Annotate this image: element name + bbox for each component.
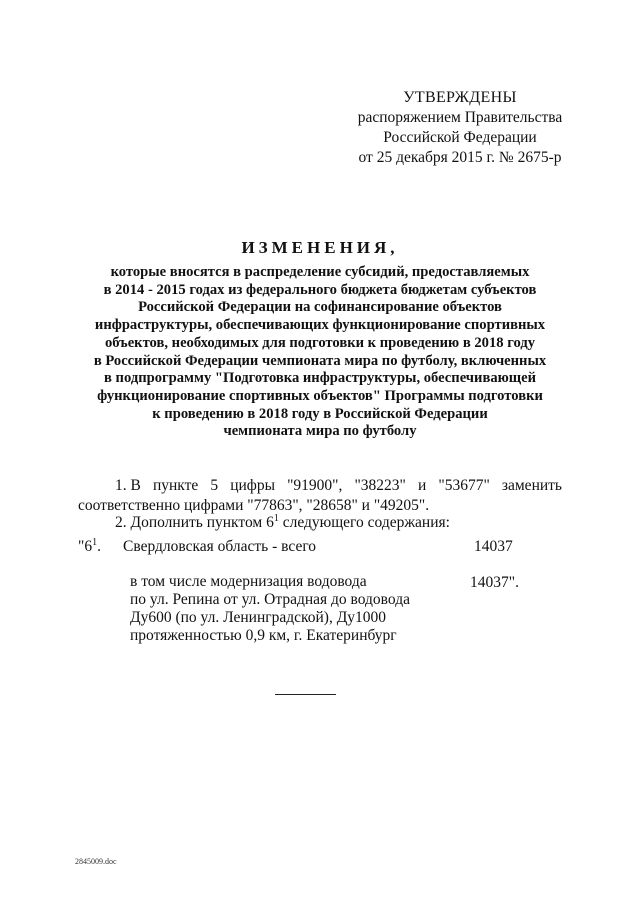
paragraph-1 xyxy=(78,476,562,516)
subtitle-line: инфраструктуры, обеспечивающих функционирование спортивных xyxy=(94,317,546,334)
word: заменить xyxy=(501,477,562,494)
subtitle-line: которые вносятся в распределение субсидий, предоставляемых xyxy=(110,264,530,280)
subtitle-line: в 2014 - 2015 годах из федерального бюджета бюджетам субъектов xyxy=(103,281,537,298)
including-value: 14037". xyxy=(470,574,519,591)
footer-filename: 2845009.doc xyxy=(75,857,117,866)
item-total-value: 14037 xyxy=(474,538,513,555)
item-number-text: "6 xyxy=(78,538,93,555)
word: "91900", xyxy=(287,477,343,494)
subtitle-line: в Российской Федерации чемпионата мира по футболу, включенных xyxy=(93,352,547,369)
approval-heading: УТВЕРЖДЕНЫ xyxy=(403,89,517,106)
word: "38223" xyxy=(354,477,406,494)
including-line: протяженностью 0,9 км, г. Екатеринбург xyxy=(130,627,397,644)
including-line: по ул. Репина от ул. Отрадная до водовода xyxy=(130,591,410,608)
item-number xyxy=(78,537,123,557)
paragraph-2 xyxy=(115,513,562,533)
separator-line xyxy=(275,694,336,695)
approval-line: Российской Федерации xyxy=(383,129,537,146)
subtitle-line: в подпрограмму "Подготовка инфраструктуры, обеспечивающей xyxy=(104,370,536,387)
subtitle-line: чемпионата мира по футболу xyxy=(223,423,417,440)
word: "53677" xyxy=(438,477,490,494)
including-line: Ду600 (по ул. Ленинградской), Ду1000 xyxy=(130,609,387,626)
subtitle-line: функционирование спортивных объектов" Программы подготовки xyxy=(97,387,543,404)
item-number-dot: . xyxy=(97,538,101,555)
word: 5 xyxy=(210,477,219,494)
document-subtitle xyxy=(60,264,580,441)
item-6-1-row xyxy=(78,537,316,557)
item-label: Свердловская область - всего xyxy=(123,538,317,555)
subtitle-line: Российской Федерации на софинансирование объектов xyxy=(138,299,502,316)
including-block xyxy=(130,573,410,645)
word: пункте xyxy=(152,477,199,494)
word: и xyxy=(417,477,427,494)
approval-line: от 25 декабря 2015 г. № 2675-р xyxy=(358,149,562,166)
including-line: в том числе модернизация водовода xyxy=(130,573,367,590)
paragraph-1-line-1 xyxy=(115,476,562,496)
word: 1. В xyxy=(115,477,141,494)
paragraph-2-tail: следующего содержания: xyxy=(278,514,450,531)
subtitle-line: объектов, необходимых для подготовки к проведению в 2018 году xyxy=(104,334,536,351)
superscript: 1 xyxy=(273,513,279,524)
paragraph-2-text: 2. Дополнить пунктом 6 xyxy=(115,514,274,531)
subtitle-line: к проведению в 2018 году в Российской Федерации xyxy=(152,405,488,422)
approval-block xyxy=(330,88,590,168)
approval-line: распоряжением Правительства xyxy=(357,109,563,126)
superscript: 1 xyxy=(92,537,98,548)
document-title: ИЗМЕНЕНИЯ, xyxy=(241,238,399,257)
word: цифры xyxy=(230,477,276,494)
paragraph-1-line-2: соответственно цифрами "77863", "28658" и "49205". xyxy=(78,497,430,514)
